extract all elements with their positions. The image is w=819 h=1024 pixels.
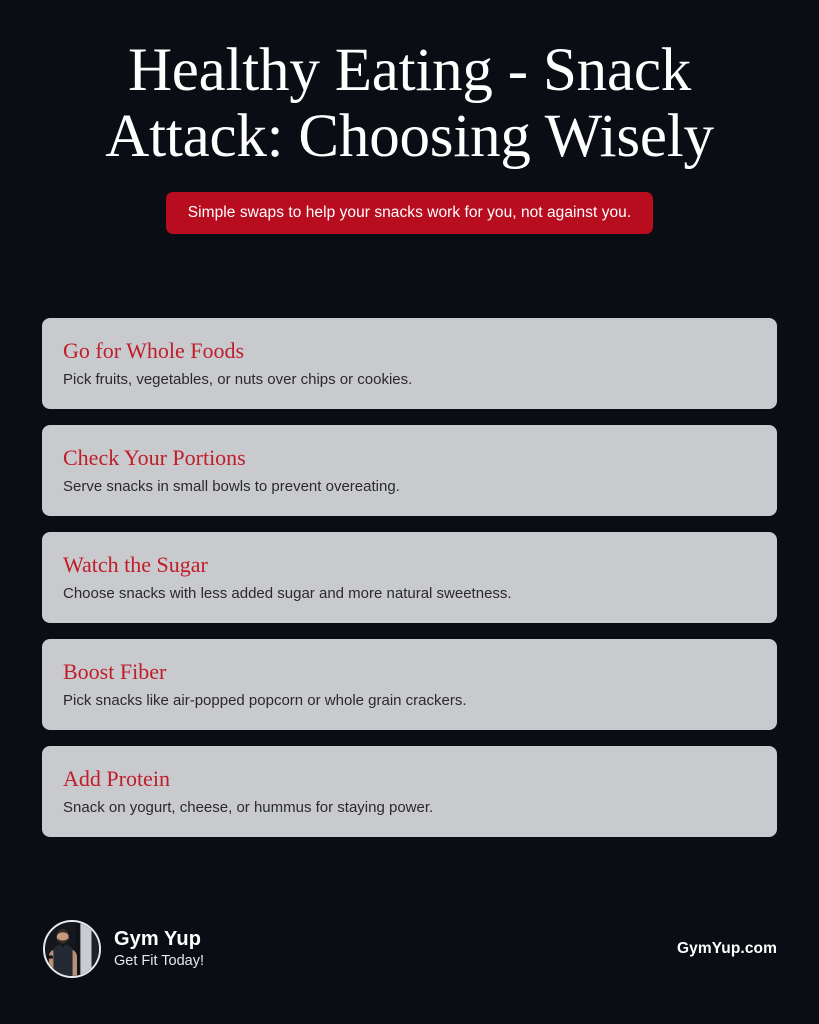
tip-card — [42, 532, 777, 623]
tip-card-description: Choose snacks with less added sugar and more natural sweetness. — [63, 585, 512, 602]
tip-card-title: Boost Fiber — [63, 659, 167, 684]
tip-card-description: Serve snacks in small bowls to prevent overeating. — [63, 478, 400, 495]
tip-card — [42, 425, 777, 516]
brand-tagline: Get Fit Today! — [114, 953, 204, 969]
page-title — [0, 0, 819, 170]
brand-name: Gym Yup — [114, 928, 202, 950]
tip-card — [42, 318, 777, 409]
tip-card-title: Add Protein — [63, 766, 170, 791]
avatar — [43, 920, 101, 978]
tip-card-description: Pick snacks like air-popped popcorn or whole grain crackers. — [63, 692, 467, 709]
tip-card — [42, 639, 777, 730]
tip-card-title: Check Your Portions — [63, 445, 246, 470]
tip-card-title: Go for Whole Foods — [63, 338, 245, 363]
title-line-1: Healthy Eating - Snack — [127, 37, 692, 104]
tip-card-title: Watch the Sugar — [63, 552, 208, 577]
tip-card — [42, 746, 777, 837]
brand-text — [114, 927, 204, 971]
tip-card-description: Snack on yogurt, cheese, or hummus for staying power. — [63, 799, 434, 816]
footer — [0, 916, 819, 982]
website-url: GymYup.com — [676, 940, 777, 957]
tips-list — [0, 318, 819, 837]
subtitle-banner: Simple swaps to help your snacks work for you, not against you. — [166, 192, 653, 234]
subtitle-banner-container — [0, 192, 819, 234]
title-line-2: Attack: Choosing Wisely — [105, 103, 714, 170]
brand-block — [43, 920, 204, 978]
tip-card-description: Pick fruits, vegetables, or nuts over chips or cookies. — [63, 371, 413, 388]
